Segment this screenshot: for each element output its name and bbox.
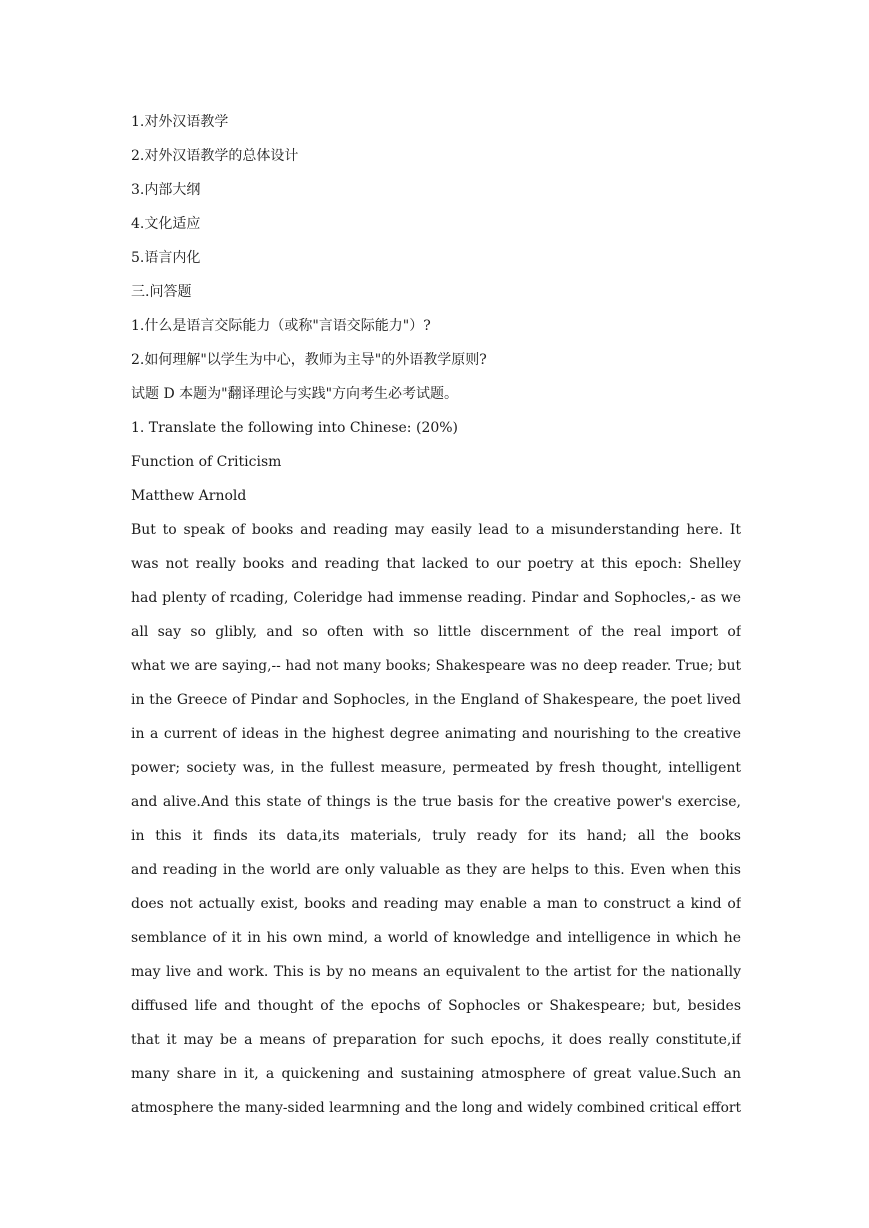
paper-intro: 试题 D 本题为"翻译理论与实践"方向考生必考试题。 bbox=[131, 386, 459, 402]
passage-line: had plenty of rcading, Coleridge had immense reading. Pindar and Sophocles,- as we bbox=[131, 590, 741, 606]
passage-body bbox=[131, 517, 741, 1129]
passage-line: was not really books and reading that lacked to our poetry at this epoch: Shelley bbox=[131, 556, 741, 572]
question-item: 2.如何理解"以学生为中心，教师为主导"的外语教学原则? bbox=[131, 352, 487, 368]
passage-line: in the Greece of Pindar and Sophocles, in the England of Shakespeare, the poet lived bbox=[131, 692, 741, 708]
list-item: 4.文化适应 bbox=[131, 216, 201, 232]
document-page bbox=[131, 109, 741, 1129]
list-item: 1.对外汉语教学 bbox=[131, 114, 229, 130]
passage-line: that it may be a means of preparation for such epochs, it does really constitute,if bbox=[131, 1032, 741, 1048]
passage-title: Function of Criticism bbox=[131, 454, 282, 470]
passage-line: does not actually exist, books and reading may enable a man to construct a kind of bbox=[131, 896, 741, 912]
passage-line: power; society was, in the fullest measure, permeated by fresh thought, intelligent bbox=[131, 760, 741, 776]
passage-line: may live and work. This is by no means an equivalent to the artist for the nationally bbox=[131, 964, 741, 980]
passage-line: in this it finds its data,its materials, truly ready for its hand; all the books bbox=[131, 828, 741, 844]
list-item: 5.语言内化 bbox=[131, 250, 201, 266]
passage-line: and alive.And this state of things is the true basis for the creative power's exercise, bbox=[131, 794, 741, 810]
passage-line: what we are saying,-- had not many books; Shakespeare was no deep reader. True; but bbox=[131, 658, 741, 674]
passage-line: semblance of it in his own mind, a world of knowledge and intelligence in which he bbox=[131, 930, 741, 946]
task-instruction: 1. Translate the following into Chinese: (20%) bbox=[131, 420, 459, 436]
passage-line: many share in it, a quickening and sustaining atmosphere of great value.Such an bbox=[131, 1066, 741, 1082]
passage-line: all say so glibly, and so often with so little discernment of the real import of bbox=[131, 624, 741, 640]
list-item: 3.内部大纲 bbox=[131, 182, 201, 198]
list-item: 2.对外汉语教学的总体设计 bbox=[131, 148, 299, 164]
section-heading: 三.问答题 bbox=[131, 284, 192, 300]
passage-line: But to speak of books and reading may easily lead to a misunderstanding here. It bbox=[131, 522, 741, 538]
passage-line: diffused life and thought of the epochs of Sophocles or Shakespeare; but, besides bbox=[131, 998, 741, 1014]
passage-line: and reading in the world are only valuable as they are helps to this. Even when this bbox=[131, 862, 741, 878]
passage-author: Matthew Arnold bbox=[131, 488, 247, 504]
question-item: 1.什么是语言交际能力（或称"言语交际能力"）? bbox=[131, 318, 431, 334]
passage-line: atmosphere the many-sided learmning and the long and widely combined critical effort bbox=[131, 1100, 741, 1116]
passage-line: in a current of ideas in the highest degree animating and nourishing to the creative bbox=[131, 726, 741, 742]
